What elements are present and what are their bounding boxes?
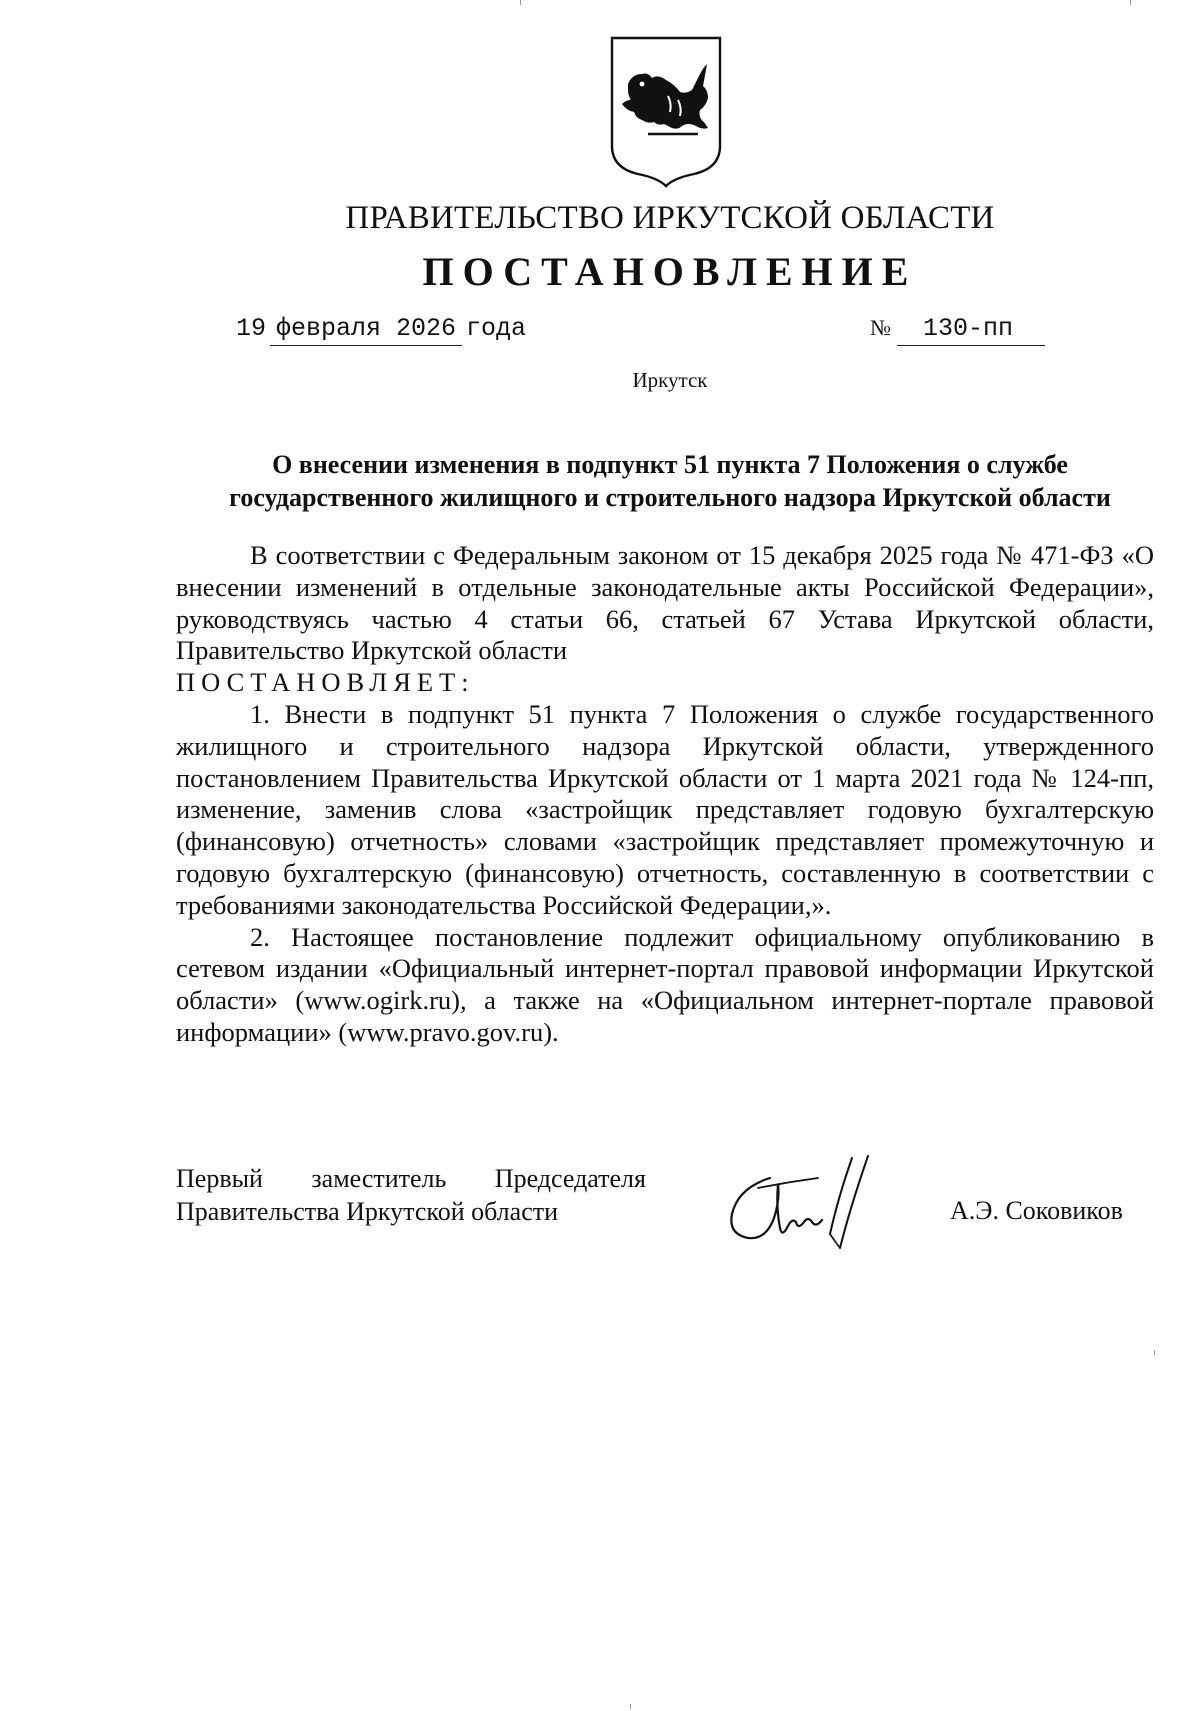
date-month-year: февраля 2026 bbox=[270, 314, 462, 346]
signer-position bbox=[176, 1162, 646, 1228]
scan-mark bbox=[1154, 1350, 1155, 1355]
signer-position-line-1: Первый заместитель Председателя bbox=[176, 1164, 646, 1193]
number-value: 130-пп bbox=[897, 314, 1045, 346]
signer-name: А.Э. Соковиков bbox=[950, 1196, 1123, 1225]
city: Иркутск bbox=[632, 368, 708, 392]
signer-position-line-2: Правительства Иркутской области bbox=[176, 1197, 559, 1226]
handwritten-signature-icon bbox=[718, 1148, 898, 1260]
document-type: ПОСТАНОВЛЕНИЕ bbox=[422, 249, 918, 294]
coat-of-arms-icon bbox=[608, 34, 724, 190]
scan-mark bbox=[1130, 0, 1131, 5]
resolves-heading: ПОСТАНОВЛЯЕТ: bbox=[176, 667, 475, 698]
document-number bbox=[870, 314, 1045, 346]
document-title bbox=[150, 448, 1190, 514]
document-date bbox=[236, 314, 526, 346]
title-line-2: государственного жилищного и строительного надзора Иркутской области bbox=[229, 483, 1111, 512]
date-suffix: года bbox=[466, 314, 527, 343]
number-sign: № bbox=[870, 315, 891, 340]
item-2-paragraph: 2. Настоящее постановление подлежит официальному опубликованию в сетевом издании «Официальный интернет-портал правовой информации Иркутской области» (www.ogirk.ru), а также на «Официальном интернет-портале правовой информации» (www.pravo.gov.ru). bbox=[176, 921, 1154, 1047]
scan-mark bbox=[630, 1704, 631, 1709]
scan-mark bbox=[520, 0, 521, 5]
government-name: ПРАВИТЕЛЬСТВО ИРКУТСКОЙ ОБЛАСТИ bbox=[345, 200, 995, 236]
preamble-paragraph: В соответствии с Федеральным законом от 15 декабря 2025 года № 471-ФЗ «О внесении изменений в отдельные законодательные акты Российской Федерации», руководствуясь частью 4 статьи 66, статьей 67 Устава Иркутской области, Правительство Иркутской области bbox=[176, 540, 1154, 666]
date-day: 19 bbox=[236, 314, 267, 343]
title-line-1: О внесении изменения в подпункт 51 пункта 7 Положения о службе bbox=[272, 450, 1068, 479]
item-1-paragraph: 1. Внести в подпункт 51 пункта 7 Положения о службе государственного жилищного и строительного надзора Иркутской области, утвержденного постановлением Правительства Иркутской области от 1 марта 2021 года № 124-пп, изменение, заменив слова «застройщик представляет годовую бухгалтерскую (финансовую) отчетность» словами «застройщик представляет промежуточную и годовую бухгалтерскую (финансовую) отчетность, составленную в соответствии с требованиями законодательства Российской Федерации,». bbox=[176, 698, 1154, 920]
document-body bbox=[176, 540, 1154, 1049]
